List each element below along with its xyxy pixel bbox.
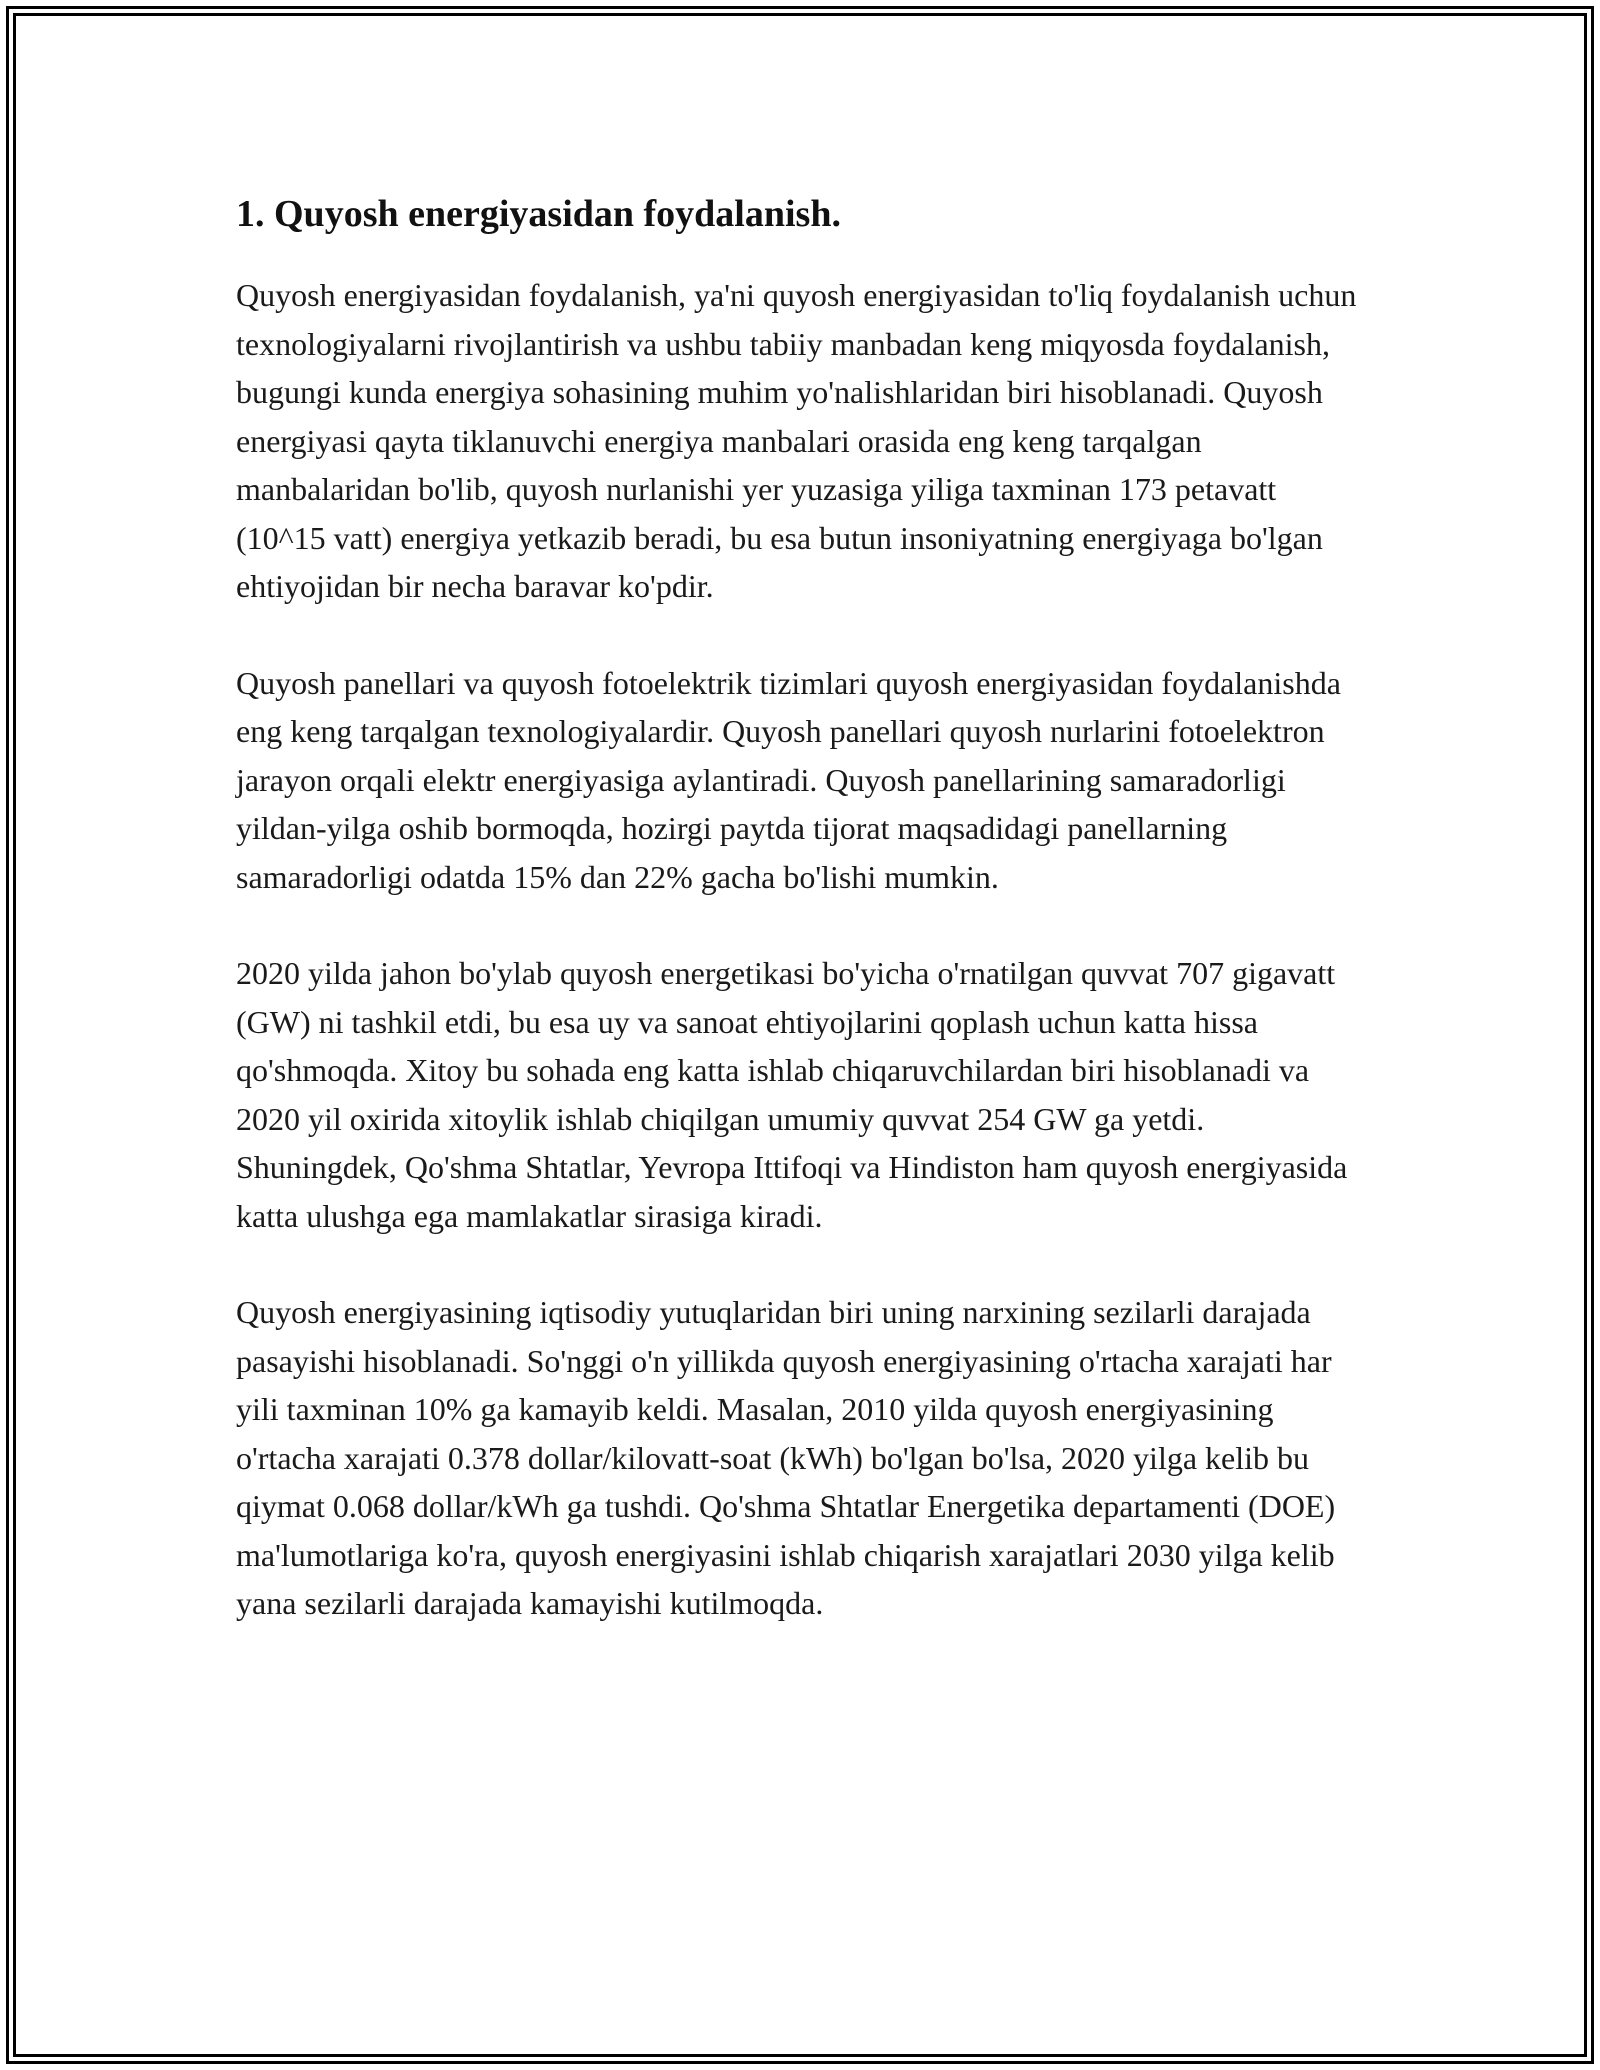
section-heading: 1. Quyosh energiyasidan foydalanish.	[236, 193, 841, 235]
paragraph-solar-panels: Quyosh panellari va quyosh fotoelektrik tizimlari quyosh energiyasidan foydalanishda eng keng tarqalgan texnologiyalardir. Quyosh panellari quyosh nurlarini fotoelektron jarayon orqali elektr energiyasiga aylantiradi. Quyosh panellarining samaradorligi yildan-yilga oshib bormoqda, hozirgi paytda tijorat maqsadidagi panellarning samaradorligi odatda 15% dan 22% gacha bo'lishi mumkin.	[236, 664, 1341, 895]
document-body	[236, 185, 1366, 1628]
paragraph-intro: Quyosh energiyasidan foydalanish, ya'ni quyosh energiyasidan to'liq foydalanish uchun texnologiyalarni rivojlantirish va ushbu tabiiy manbadan keng miqyosda foydalanish, bugungi kunda energiya sohasining muhim yo'nalishlaridan biri hisoblanadi. Quyosh energiyasi qayta tiklanuvchi energiya manbalari orasida eng keng tarqalgan manbalaridan bo'lib, quyosh nurlanishi yer yuzasiga yiliga taxminan 173 petavatt (10^15 vatt) energiya yetkazib beradi, bu esa butun insoniyatning energiyaga bo'lgan ehtiyojidan bir necha baravar ko'pdir.	[236, 277, 1357, 604]
paragraph-economics: Quyosh energiyasining iqtisodiy yutuqlaridan biri uning narxining sezilarli darajada pasayishi hisoblanadi. So'nggi o'n yillikda quyosh energiyasining o'rtacha xarajati har yili taxminan 10% ga kamayib keldi. Masalan, 2010 yilda quyosh energiyasining o'rtacha xarajati 0.378 dollar/kilovatt-soat (kWh) bo'lgan bo'lsa, 2020 yilga kelib bu qiymat 0.068 dollar/kWh ga tushdi. Qo'shma Shtatlar Energetika departamenti (DOE) ma'lumotlariga ko'ra, quyosh energiyasini ishlab chiqarish xarajatlari 2030 yilga kelib yana sezilarli darajada kamayishi kutilmoqda.	[236, 1294, 1336, 1621]
paragraph-installed-capacity: 2020 yilda jahon bo'ylab quyosh energetikasi bo'yicha o'rnatilgan quvvat 707 gigavatt (GW) ni tashkil etdi, bu esa uy va sanoat ehtiyojlarini qoplash uchun katta hissa qo'shmoqda. Xitoy bu sohada eng katta ishlab chiqaruvchilardan biri hisoblanadi va 2020 yil oxirida xitoylik ishlab chiqilgan umumiy quvvat 254 GW ga yetdi. Shuningdek, Qo'shma Shtatlar, Yevropa Ittifoqi va Hindiston ham quyosh energiyasida katta ulushga ega mamlakatlar sirasiga kiradi.	[236, 955, 1348, 1234]
